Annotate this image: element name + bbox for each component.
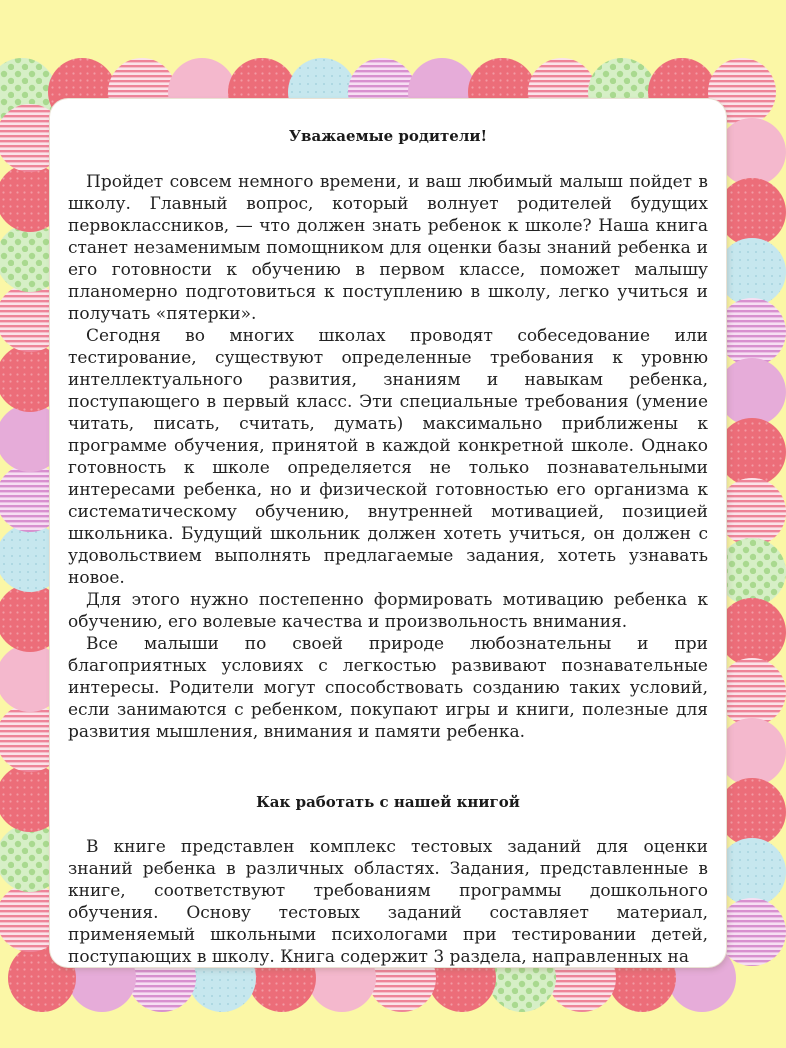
scallop-circle	[718, 418, 786, 486]
section-heading-how-to-use: Как работать с нашей книгой	[256, 793, 520, 811]
section-body-how-to-use	[68, 836, 708, 967]
section-heading-parents: Уважаемые родители!	[288, 127, 488, 145]
scallop-circle	[718, 478, 786, 546]
scallop-circle	[718, 718, 786, 786]
scallop-circle	[718, 178, 786, 246]
paragraph: Пройдет совсем немного времени, и ваш любимый малыш пойдет в школу. Главный вопрос, который волнует родителей будущих первоклассников, — что должен знать ребенок к школе? Наша книга станет незаменимым помощником для оценки базы знаний ребенка и его готовности к обучению в первом классе, поможет малышу планомерно подготовиться к поступлению в школу, легко учиться и получать «пятерки».	[68, 172, 708, 324]
scallop-circle	[718, 838, 786, 906]
section-body-parents	[68, 171, 708, 743]
paragraph: В книге представлен комплекс тестовых заданий для оценки знаний ребенка в различных областях. Задания, представленные в книге, соответствуют требованиям программы дошкольного обучения. Основу тестовых заданий составляет материал, применяемый школьными психологами при тестировании детей, поступающих в школу. Книга содержит 3 раздела, направленных на	[68, 837, 708, 967]
paragraph: Сегодня во многих школах проводят собеседование или тестирование, существуют определенные требования к уровню интеллектуального развития, знаниям и навыкам ребенка, поступающего в первый класс. Эти специальные требования (умение читать, писать, считать, думать) максимально приближены к программе обучения, принятой в каждой конкретной школе. Однако готовность к школе определяется не только познавательными интересами ребенка, но и физической готовностью его организма к систематическому обучению, внутренней мотивацией, позицией школьника. Будущий школьник должен хотеть учиться, он должен с удовольствием выполнять предлагаемые задания, хотеть узнавать новое.	[68, 326, 708, 588]
text-panel	[50, 99, 726, 967]
scallop-circle	[718, 898, 786, 966]
paragraph: Все малыши по своей природе любознательны и при благоприятных условиях с легкостью развивают познавательные интересы. Родители могут способствовать созданию таких условий, если занимаются с ребенком, покупают игры и книги, полезные для развития мышления, внимания и памяти ребенка.	[68, 634, 708, 742]
scallop-circle	[718, 358, 786, 426]
scallop-circle	[718, 538, 786, 606]
scallop-circle	[718, 298, 786, 366]
scallop-circle	[718, 598, 786, 666]
paragraph: Для этого нужно постепенно формировать мотивацию ребенка к обучению, его волевые качества и произвольность внимания.	[68, 590, 708, 632]
scallop-circle	[718, 658, 786, 726]
scallop-circle	[718, 238, 786, 306]
scallop-circle	[718, 778, 786, 846]
scallop-circle	[718, 118, 786, 186]
